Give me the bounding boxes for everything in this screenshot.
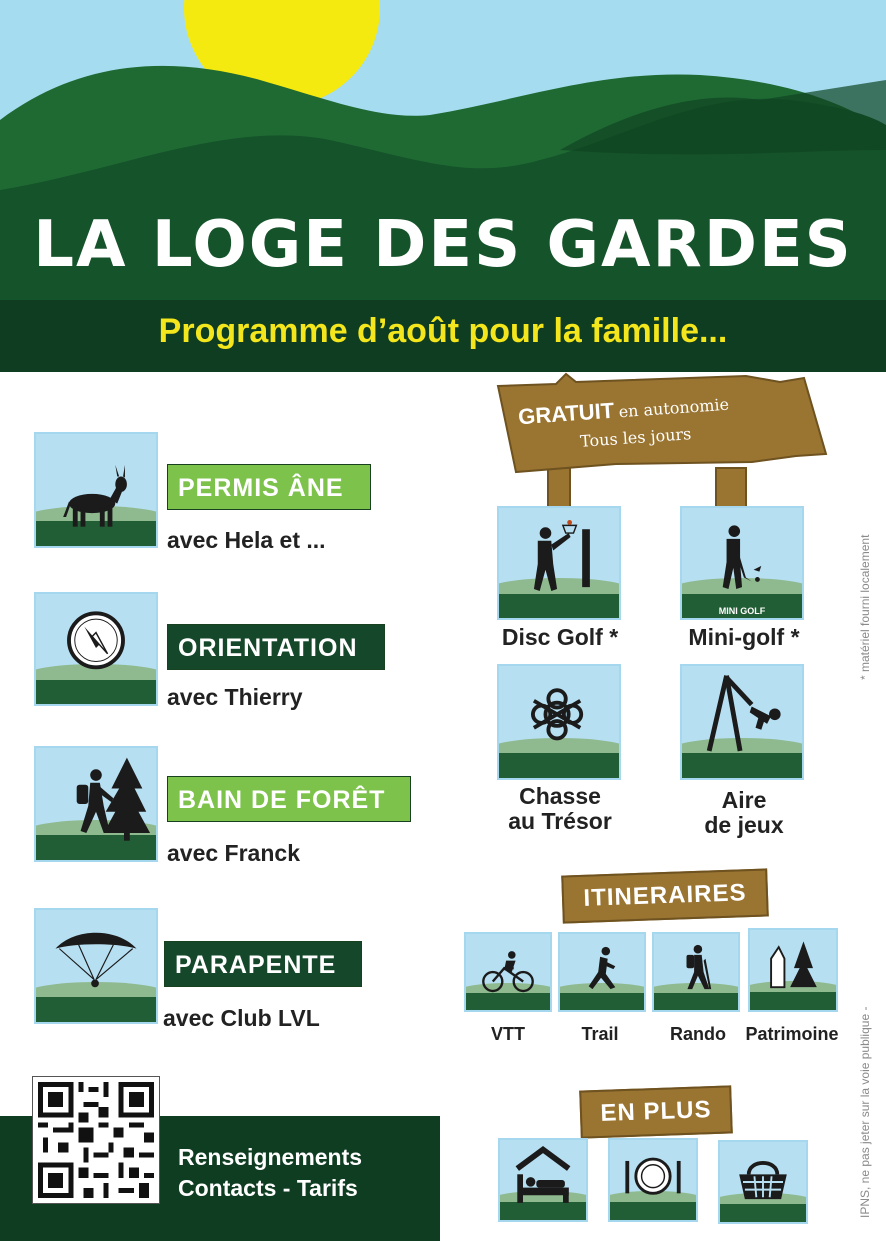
page-title: LA LOGE DES GARDES: [33, 208, 853, 282]
monument-icon: [750, 930, 836, 1010]
playground-tile: [680, 664, 804, 780]
mini-golf-tile: [680, 506, 804, 620]
hiker-icon: [654, 934, 738, 1010]
side-note-ipns: IPNS, ne pas jeter sur la voie publique -: [858, 1006, 872, 1218]
restaurant-tile: [608, 1138, 698, 1222]
side-note-material: * matériel fourni localement: [858, 534, 872, 680]
caption-playground-line2: de jeux: [704, 812, 784, 838]
free-sign-line2: Tous les jours: [579, 424, 692, 451]
free-sign-autonomie: en autonomie: [618, 394, 730, 422]
patrimoine-tile: [748, 928, 838, 1012]
activity-sub-bain-de-foret: avec Franck: [167, 840, 300, 866]
caption-vtt: VTT: [491, 1024, 525, 1044]
caption-playground: [664, 788, 824, 838]
free-sign-gratuit: GRATUIT: [517, 397, 616, 430]
swing-icon: [682, 666, 802, 778]
forest-tile: [34, 746, 158, 862]
activity-sub-orientation: avec Thierry: [167, 684, 303, 710]
treasure-tile: [497, 664, 621, 780]
en-plus-title: EN PLUS: [579, 1085, 733, 1138]
lodging-icon: [500, 1140, 586, 1220]
caption-treasure-line1: Chasse: [519, 783, 601, 809]
itineraires-title: ITINERAIRES: [561, 868, 769, 923]
contact-line2: Contacts - Tarifs: [178, 1175, 358, 1201]
activity-label-bain-de-foret: BAIN DE FORÊT: [167, 776, 411, 822]
lodging-tile: [498, 1138, 588, 1222]
disc-golf-tile: [497, 506, 621, 620]
qr-code[interactable]: [32, 1076, 160, 1204]
caption-playground-line1: Aire: [721, 787, 767, 813]
treasure-knot-icon: [499, 666, 619, 778]
activity-sub-permis-ane: avec Hela et ...: [167, 527, 326, 553]
donkey-tile: [34, 432, 158, 548]
caption-disc-golf: Disc Golf *: [501, 624, 619, 650]
runner-icon: [560, 934, 644, 1010]
picnic-basket-icon: [720, 1142, 806, 1222]
hiker-forest-icon: [36, 748, 156, 860]
qr-code-icon: [33, 1077, 159, 1203]
cyclist-icon: [466, 934, 550, 1010]
disc-golf-icon: [499, 508, 619, 618]
caption-rando: Rando: [670, 1024, 726, 1044]
caption-treasure-line2: au Trésor: [508, 808, 612, 834]
activity-label-parapente: PARAPENTE: [164, 941, 362, 987]
contact-text[interactable]: [178, 1142, 362, 1204]
paraglider-icon: [36, 910, 156, 1022]
caption-patrimoine: Patrimoine: [745, 1024, 839, 1044]
rando-tile: [652, 932, 740, 1012]
compass-tile: [34, 592, 158, 706]
contact-line1: Renseignements: [178, 1144, 363, 1170]
vtt-tile: [464, 932, 552, 1012]
picnic-tile: [718, 1140, 808, 1224]
donkey-icon: [36, 434, 156, 546]
page-subtitle: Programme d’août pour la famille...: [158, 312, 728, 350]
trail-tile: [558, 932, 646, 1012]
activity-sub-parapente: avec Club LVL: [163, 1005, 320, 1031]
mini-golf-tile-text: MINI GOLF: [718, 606, 766, 616]
paraglider-tile: [34, 908, 158, 1024]
compass-icon: [36, 594, 156, 704]
mini-golf-icon: [682, 508, 802, 618]
activity-label-orientation: ORIENTATION: [167, 624, 385, 670]
caption-mini-golf: Mini-golf *: [688, 624, 800, 650]
restaurant-icon: [610, 1140, 696, 1220]
activity-label-permis-ane: PERMIS ÂNE: [167, 464, 371, 510]
caption-treasure: [480, 784, 640, 834]
caption-trail: Trail: [581, 1024, 619, 1044]
